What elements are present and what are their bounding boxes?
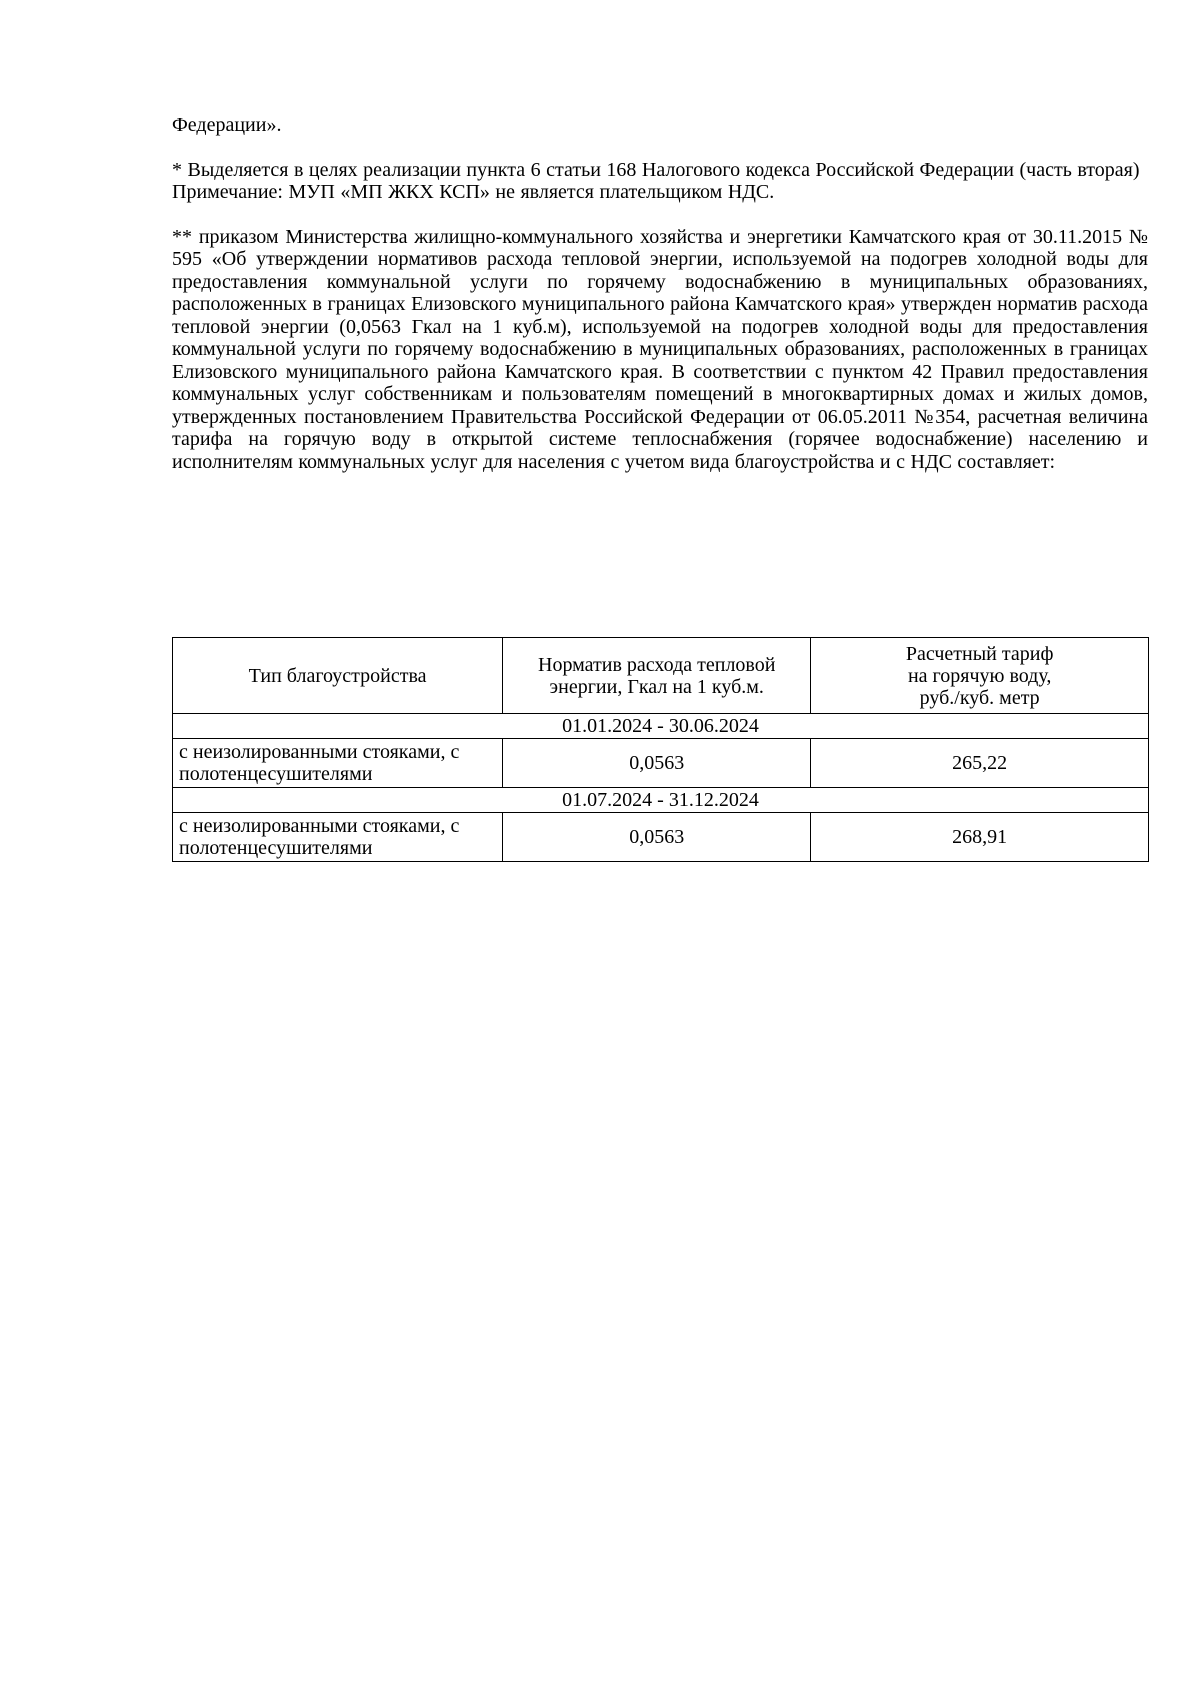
header-tariff-line2: на горячую воду, (907, 664, 1052, 687)
footnote-heat-norm: ** приказом Министерства жилищно-коммунального хозяйства и энергетики Камчатского края от 30.11.2015 № 595 «Об утверждении нормативов расхода тепловой энергии, используемой на подогрев холодной воды для предоставления коммунальной услуги по горячему водоснабжению в муниципальных образованиях, расположенных в границах Елизовского муниципального района Камчатского края» утвержден норматив расхода тепловой энергии (0,0563 Гкал на 1 куб.м), используемой на подогрев холодной воды для предоставления коммунальной услуги по горячему водоснабжению в муниципальных образованиях, расположенных в границах Елизовского муниципального района Камчатского края. В соответствии с пунктом 42 Правил предоставления коммунальных услуг собственникам и пользователям помещений в многоквартирных домах и жилых домов, утвержденных постановлением Правительства Российской Федерации от 06.05.2011 №354, расчетная величина тарифа на горячую воду в открытой системе теплоснабжения (горячее водоснабжение) населению и исполнителям коммунальных услуг для населения с учетом вида благоустройства и с НДС составляет: (172, 225, 1148, 473)
period-label: 01.07.2024 - 31.12.2024 (173, 788, 1149, 813)
header-heat-norm-line1: Норматив расхода тепловой (538, 653, 776, 676)
header-heat-norm-line2: энергии, Гкал на 1 куб.м. (549, 675, 764, 698)
table-header-row (173, 638, 1149, 714)
paragraph-fragment-end: Федерации». (172, 114, 282, 136)
tariff-table (172, 637, 1149, 862)
row-improvement-type: с неизолированными стояками, с полотенцесушителями (173, 739, 503, 788)
footnote-vat: * Выделяется в целях реализации пункта 6 статьи 168 Налогового кодекса Российской Федерации (часть вторая) (172, 158, 1140, 181)
table-row (173, 739, 1149, 788)
document-page (172, 114, 1148, 473)
row-heat-norm: 0,0563 (503, 739, 811, 788)
row-heat-norm: 0,0563 (503, 813, 811, 862)
note-vat-payer: Примечание: МУП «МП ЖКХ КСП» не является плательщиком НДС. (172, 181, 775, 203)
period-row (173, 788, 1149, 813)
row-tariff: 268,91 (811, 813, 1149, 862)
table-row (173, 813, 1149, 862)
header-tariff-line1: Расчетный тариф (905, 642, 1054, 665)
period-label: 01.01.2024 - 30.06.2024 (173, 714, 1149, 739)
row-tariff: 265,22 (811, 739, 1149, 788)
header-improvement-type: Тип благоустройства (173, 638, 503, 714)
row-improvement-type: с неизолированными стояками, с полотенцесушителями (173, 813, 503, 862)
period-row (173, 714, 1149, 739)
header-tariff-line3: руб./куб. метр (919, 686, 1040, 709)
header-heat-norm (503, 638, 811, 714)
header-tariff (811, 638, 1149, 714)
